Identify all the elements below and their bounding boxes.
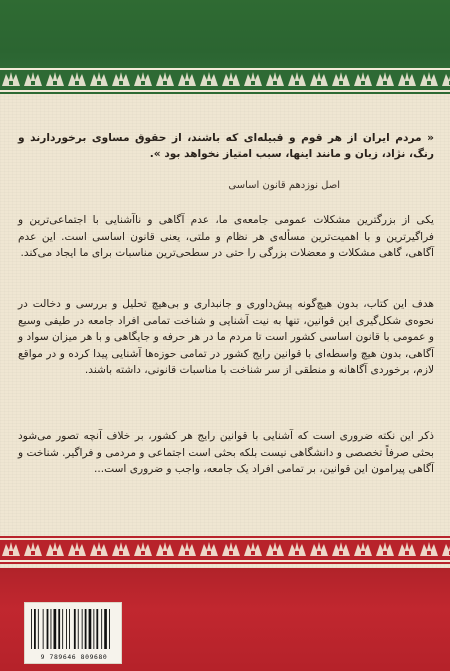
paragraph-3: ذکر این نکته ضروری است که آشنایی با قوانین رایج هر کشور، بر خلاف آنچه تصور می‌شود بحثی صرفاً تخصصی و دانشگاهی نیست بلکه بحثی است اجتماعی و مردمی و فراگیر. شناخت و آگاهی پیرامون این قوانین، بر تمامی افراد یک جامعه، واجب و ضروری است... bbox=[18, 430, 434, 476]
constitution-quote: « مردم ایران از هر قوم و قبیله‌ای که باشند، از حقوق مساوی برخوردارند و رنگ، نژاد، زبان و مانند اینها، سبب امتیاز نخواهد بود ». bbox=[18, 132, 434, 160]
green-band bbox=[0, 0, 450, 74]
isbn-number: 9 789646 809680 bbox=[40, 653, 108, 661]
isbn-barcode bbox=[24, 602, 122, 664]
quote-source: اصل نوزدهم قانون اساسی bbox=[228, 180, 340, 191]
ornament-border-top bbox=[0, 66, 450, 94]
paragraph-2: هدف این کتاب، بدون هیچ‌گونه پیش‌داوری و جانبداری و بی‌هیچ تحلیل و بررسی و دخالت در نحوه‌ی شکل‌گیری این قوانین، تنها به نیت آشنایی و شناخت تمامی افراد جامعه در طیفی وسیع و عمومی با قانون اساسی کشور است تا مردم ما در هر حرفه و جایگاهی و با هر میزان سواد و آگاهی، بدون هیچ واسطه‌ای با قوانین رایج کشور در تمامی حوزه‌ها آشنایی پیدا کرده و در مواقع لازم، برخوردی آگاهانه و منطقی از سر شناخت با مناسبات قانونی، داشته باشند. bbox=[18, 298, 434, 377]
ornament-border-bottom bbox=[0, 536, 450, 564]
paragraph-1: یکی از بزرگترین مشکلات عمومی جامعه‌ی ما، عدم آگاهی و ناآشنایی با اجتماعی‌ترین و فراگیرترین و با اهمیت‌ترین مسأله‌ی هر نظام و ملتی، یعنی قانون اساسی است. این عدم آگاهی، گاهی مشکلات و معضلات بزرگی را حتی در سطحی‌ترین مناسبات برای ما ایجاد می‌کند. bbox=[18, 214, 434, 260]
